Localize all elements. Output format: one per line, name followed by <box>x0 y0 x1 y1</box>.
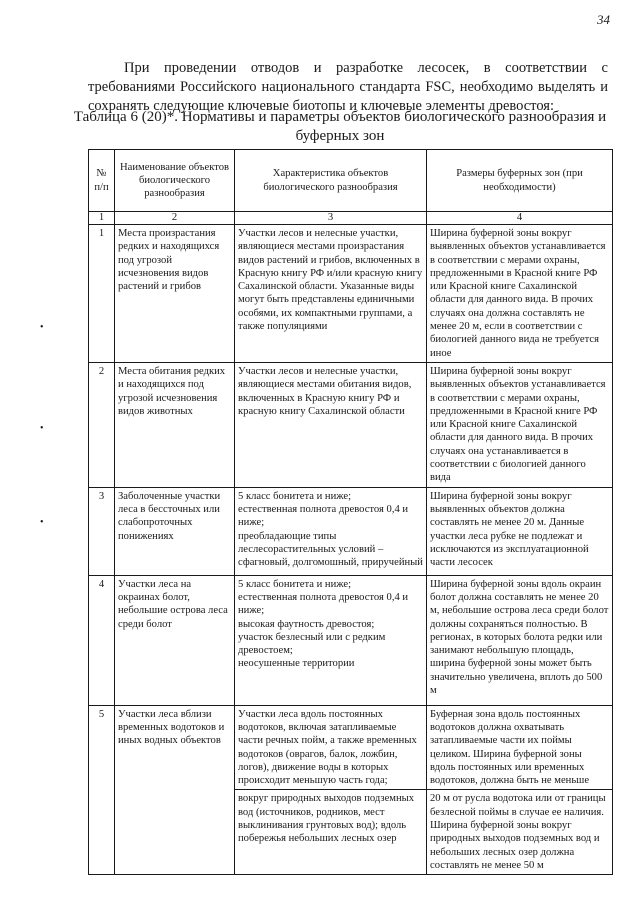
column-number: 3 <box>235 212 427 225</box>
object-name-cell: Места произрастания редких и находящихся под угрозой исчезновения видов растений и грибов <box>115 225 235 363</box>
characteristics-cell: 5 класс бонитета и ниже; естественная полнота древостоя 0,4 и ниже; преобладающие типы леслесорастительных условий – сфагновый, долгомошный, приручейный <box>235 487 427 575</box>
buffer-zone-cell: 20 м от русла водотока или от границы безлесной поймы в случае ее наличия. Ширина буферной зоны вокруг природных выходов подземных вод и небольших лесных озер должна составлять не менее 50 м <box>427 790 613 875</box>
table-row <box>89 705 613 790</box>
column-number: 2 <box>115 212 235 225</box>
table-row <box>89 362 613 487</box>
characteristics-cell: Участки лесов и нелесные участки, являющиеся местами обитания видов, включенных в Красную книгу РФ и красную книгу Сахалинской области <box>235 362 427 487</box>
header-number: № п/п <box>89 150 115 212</box>
biodiversity-table <box>88 149 613 875</box>
table-title: Таблица 6 (20)*. Нормативы и параметры объектов биологического разнообразия и буферных зон <box>73 109 607 144</box>
characteristics-cell: Участки лесов и нелесные участки, являющиеся местами произрастания видов растений и грибов, включенных в Красную книгу РФ и/или красную книгу Сахалинской области. Указанные виды могут быть представлены единичными особями, их компактными группами, а также популяциями <box>235 225 427 363</box>
buffer-zone-cell: Буферная зона вдоль постоянных водотоков должна охватывать затапливаемые части их поймы целиком. Ширина буферной зоны вдоль постоянных или временных водотоков, должна быть не меньше <box>427 705 613 790</box>
column-number: 4 <box>427 212 613 225</box>
intro-paragraph: При проведении отводов и разработке лесосек, в соответствии с требованиями Российского национального стандарта FSC, необходимо выделять и сохранять следующие ключевые биотопы и ключевые элементы древостоя: <box>88 59 608 114</box>
table-row <box>89 487 613 575</box>
header-characteristics: Характеристика объектов биологического разнообразия <box>235 150 427 212</box>
table-row <box>89 225 613 363</box>
table-header-row <box>89 150 613 212</box>
object-name-cell: Заболоченные участки леса в бессточных или слабопроточных понижениях <box>115 487 235 575</box>
column-number: 1 <box>89 212 115 225</box>
margin-mark: • <box>40 423 44 434</box>
header-buffer-zone-size: Размеры буферных зон (при необходимости) <box>427 150 613 212</box>
row-number: 3 <box>89 487 115 575</box>
row-number: 4 <box>89 575 115 705</box>
row-number: 5 <box>89 705 115 875</box>
buffer-zone-cell: Ширина буферной зоны вокруг выявленных объектов устанавливается в соответствии с мерами охраны, предложенными в Красной книге РФ или Красной книге Сахалинской области для данного вида. В прочих случаях она должна составлять не менее 20 м, если в соответствии с биологией данного вида не требуется иное <box>427 225 613 363</box>
object-name-cell: Участки леса вблизи временных водотоков и иных водных объектов <box>115 705 235 875</box>
margin-mark: • <box>40 517 44 528</box>
buffer-zone-cell: Ширина буферной зоны вокруг выявленных объектов должна составлять не менее 20 м. Данные участки леса рубке не подлежат и исключаются из эксплуатационной части лесосек <box>427 487 613 575</box>
object-name-cell: Места обитания редких и находящихся под угрозой исчезновения видов животных <box>115 362 235 487</box>
characteristics-cell: Участки леса вдоль постоянных водотоков, включая затапливаемые части речных пойм, а также временных водотоков (оврагов, балок, ложбин, логов), движение воды в которых происходит меньшую часть года; <box>235 705 427 790</box>
margin-mark: • <box>40 322 44 333</box>
row-number: 2 <box>89 362 115 487</box>
header-object-name: Наименование объектов биологического разнообразия <box>115 150 235 212</box>
buffer-zone-cell: Ширина буферной зоны вокруг выявленных объектов устанавливается в соответствии с мерами охраны, предложенными в Красной книге РФ или Красной книге Сахалинской области для данного вида. В прочих случаях она устанавливается в соответствии с биологией данного вида <box>427 362 613 487</box>
buffer-zone-cell: Ширина буферной зоны вдоль окраин болот должна составлять не менее 20 м, небольшие острова леса среди болот должны сохраняться полностью. В регионах, в которых болота редки или занимают небольшую площадь, ширина буферной зоны может быть значительно увеличена, вплоть до 500 м <box>427 575 613 705</box>
object-name-cell: Участки леса на окраинах болот, небольшие острова леса среди болот <box>115 575 235 705</box>
page-number: 34 <box>597 12 610 27</box>
column-number-row <box>89 212 613 225</box>
characteristics-cell: 5 класс бонитета и ниже; естественная полнота древостоя 0,4 и ниже; высокая фаутность древостоя; участок безлесный или с редким древостоем; неосушенные территории <box>235 575 427 705</box>
table-row <box>89 575 613 705</box>
characteristics-cell: вокруг природных выходов подземных вод (источников, родников, мест выклинивания грунтовых вод); вдоль побережья небольших лесных озер <box>235 790 427 875</box>
row-number: 1 <box>89 225 115 363</box>
